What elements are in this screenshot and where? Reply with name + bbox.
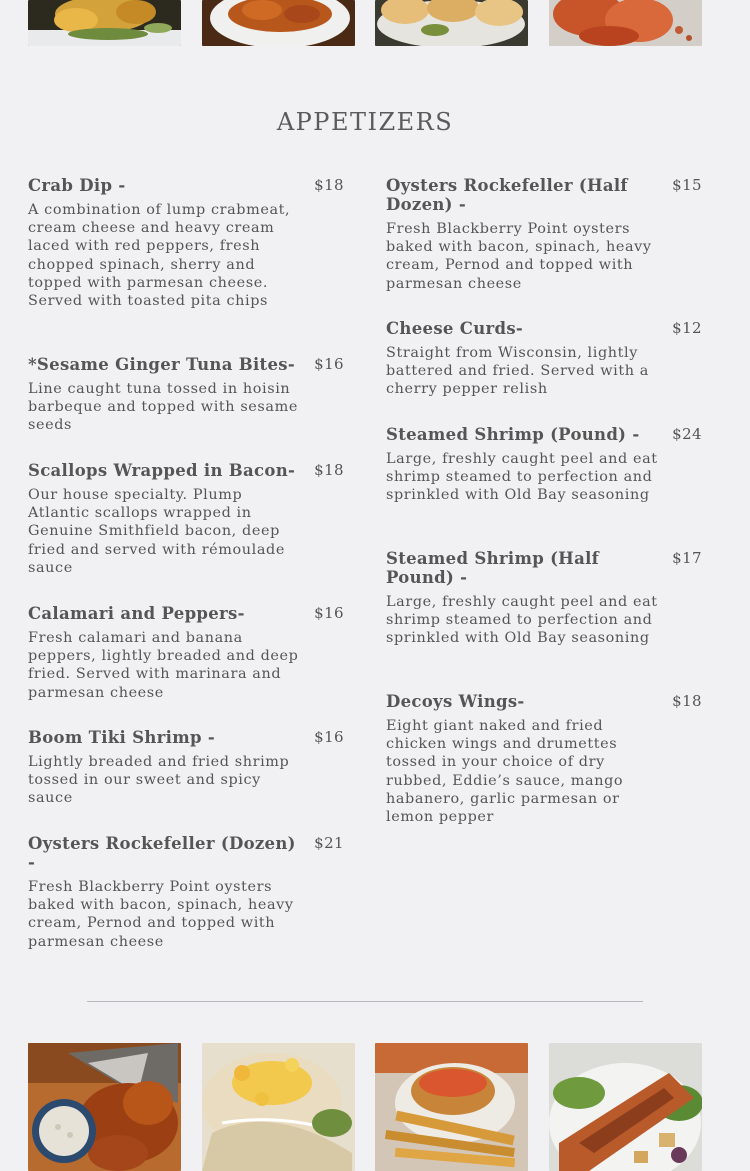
- menu-item-price: $16: [314, 604, 344, 622]
- section-title: APPETIZERS: [276, 108, 454, 136]
- menu-item-price: $16: [314, 728, 344, 746]
- menu-item-name: Calamari and Peppers-: [28, 604, 245, 623]
- menu-item: [28, 176, 344, 310]
- menu-item-description: Lightly breaded and fried shrimp tossed in our sweet and spicy sauce: [28, 754, 290, 807]
- menu-item: [28, 355, 344, 435]
- menu-item: [28, 834, 344, 951]
- menu-item-name: Crab Dip -: [28, 176, 126, 195]
- menu-item-name: Scallops Wrapped in Bacon-: [28, 461, 296, 480]
- menu-item-name: Boom Tiki Shrimp -: [28, 728, 216, 747]
- menu-item: [28, 728, 344, 808]
- menu-item: [28, 604, 344, 702]
- menu-item: [386, 319, 702, 399]
- menu-item-price: $18: [314, 461, 344, 479]
- section-divider: [87, 1001, 643, 1002]
- menu-item-description: Fresh calamari and banana peppers, lightly breaded and deep fried. Served with marinara and parmesan cheese: [28, 630, 299, 701]
- menu-item-name: Steamed Shrimp (Pound) -: [386, 425, 640, 444]
- menu-item-price: $17: [672, 549, 702, 567]
- menu-item-name: Oysters Rockefeller (Half Dozen) -: [386, 176, 628, 214]
- menu-item-name: Cheese Curds-: [386, 319, 524, 338]
- menu-item-price: $24: [672, 425, 702, 443]
- menu-item-name: *Sesame Ginger Tuna Bites-: [28, 355, 296, 374]
- menu-item-price: $12: [672, 319, 702, 337]
- menu-item-description: Large, freshly caught peel and eat shrimp steamed to perfection and sprinkled with Old Bay seasoning: [386, 594, 658, 647]
- menu-item-description: A combination of lump crabmeat, cream cheese and heavy cream laced with red peppers, fresh chopped spinach, sherry and topped with parmesan cheese. Served with toasted pita chips: [28, 202, 291, 310]
- glazed-wings-photo[interactable]: [202, 0, 355, 46]
- menu-item: [386, 176, 702, 293]
- menu-item-price: $16: [314, 355, 344, 373]
- fried-dough-photo[interactable]: [375, 0, 528, 46]
- menu-item-description: Our house specialty. Plump Atlantic scallops wrapped in Genuine Smithfield bacon, deep fried and served with rémoulade sauce: [28, 487, 285, 576]
- sandwich-fries-photo[interactable]: [375, 1043, 528, 1171]
- menu-item-price: $18: [672, 692, 702, 710]
- menu-item-description: Eight giant naked and fried chicken wings and drumettes tossed in your choice of dry rubbed, Eddie’s sauce, mango habanero, garlic parmesan or lemon pepper: [386, 718, 624, 826]
- menu-item-price: $18: [314, 176, 344, 194]
- menu-item-description: Straight from Wisconsin, lightly battered and fried. Served with a cherry pepper relish: [386, 345, 649, 398]
- menu-item-price: $21: [314, 834, 344, 852]
- menu-item-name: Decoys Wings-: [386, 692, 525, 711]
- menu-item-description: Fresh Blackberry Point oysters baked with bacon, spinach, heavy cream, Pernod and topped with parmesan cheese: [386, 221, 652, 292]
- menu-item-description: Line caught tuna tossed in hoisin barbeque and topped with sesame seeds: [28, 381, 298, 434]
- menu-item-description: Large, freshly caught peel and eat shrimp steamed to perfection and sprinkled with Old Bay seasoning: [386, 451, 658, 504]
- blackened-salmon-salad-photo[interactable]: [549, 1043, 702, 1171]
- menu-item-name: Oysters Rockefeller (Dozen) -: [28, 834, 296, 872]
- menu-item-price: $15: [672, 176, 702, 194]
- seasoned-shrimp-photo[interactable]: [549, 0, 702, 46]
- menu-item: [386, 549, 702, 648]
- menu-item-name: Steamed Shrimp (Half Pound) -: [386, 549, 600, 587]
- menu-item-description: Fresh Blackberry Point oysters baked with bacon, spinach, heavy cream, Pernod and topped with parmesan cheese: [28, 879, 294, 950]
- menu-item: [386, 425, 702, 505]
- fried-chicken-basket-photo[interactable]: [28, 1043, 181, 1171]
- menu-item: [28, 461, 344, 577]
- menu-item: [386, 692, 702, 826]
- fish-tacos-photo[interactable]: [202, 1043, 355, 1171]
- fried-appetizer-photo[interactable]: [28, 0, 181, 46]
